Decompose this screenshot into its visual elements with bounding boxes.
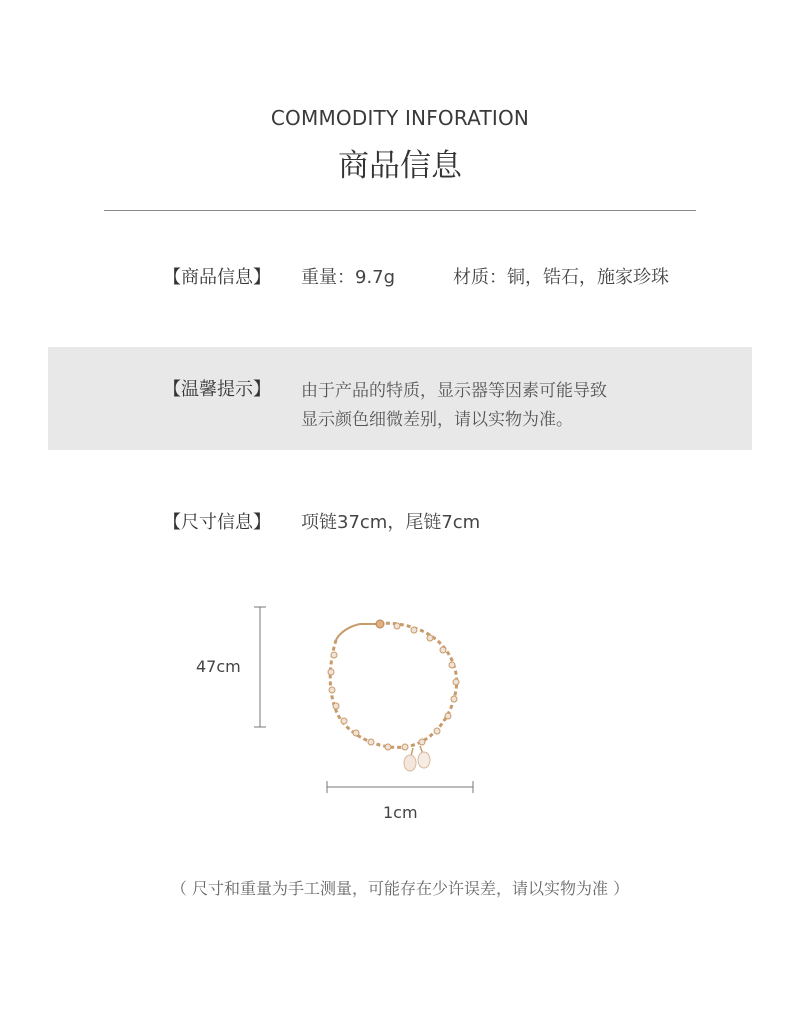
size-label: 【尺寸信息】 <box>163 512 271 533</box>
measurement-footnote: （ 尺寸和重量为手工测量，可能存在少许误差，请以实物为准 ） <box>170 879 630 898</box>
height-label: 47cm <box>196 657 241 676</box>
notice-line-2: 显示颜色细微差别，请以实物为准。 <box>301 410 573 430</box>
notice-label: 【温馨提示】 <box>163 379 271 400</box>
notice-line-1: 由于产品的特质，显示器等因素可能导致 <box>301 381 607 401</box>
weight-value: 重量：9.7g <box>301 267 396 288</box>
bracelet-image <box>328 620 459 771</box>
section-title-en: COMMODITY INFORATION <box>270 106 530 130</box>
width-label: 1cm <box>383 803 418 822</box>
info-label: 【商品信息】 <box>163 267 271 288</box>
material-value: 材质：铜，锆石，施家珍珠 <box>453 267 669 288</box>
size-value: 项链37cm，尾链7cm <box>301 512 481 533</box>
section-title-cn: 商品信息 <box>338 148 462 184</box>
height-dimension-line <box>254 607 266 727</box>
width-dimension-line <box>327 781 473 793</box>
